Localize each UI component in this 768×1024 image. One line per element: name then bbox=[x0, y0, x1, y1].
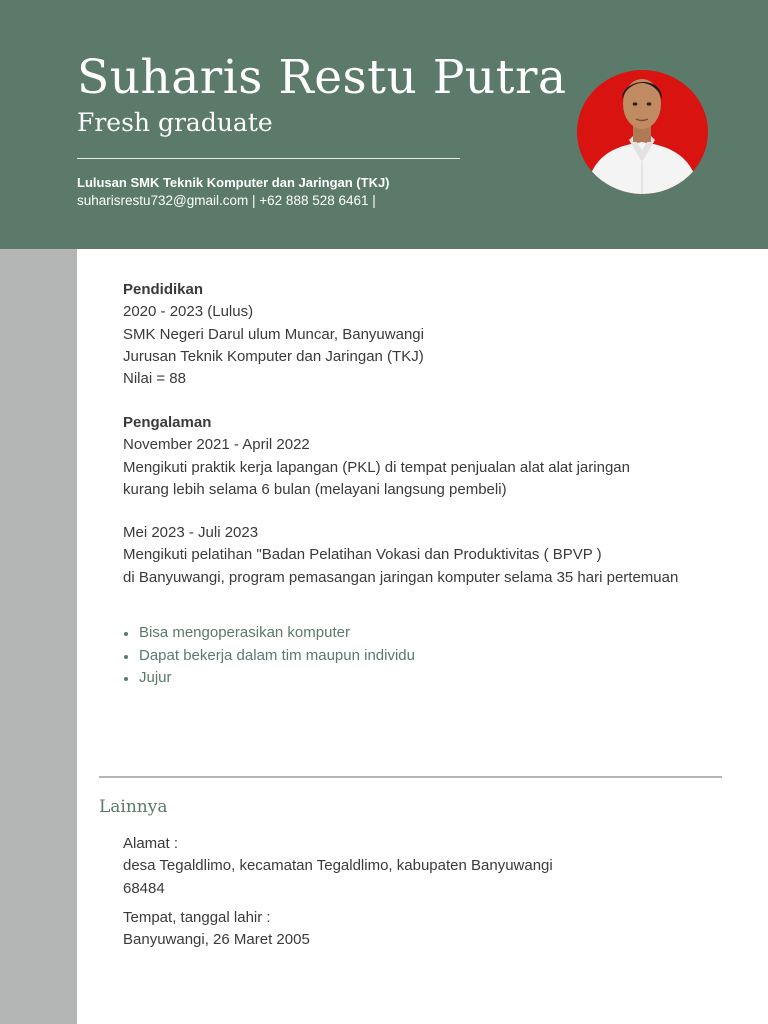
skill-item: Jujur bbox=[123, 667, 415, 690]
experience-description-line: Mengikuti pelatihan "Badan Pelatihan Vokasi dan Produktivitas ( BPVP ) bbox=[123, 546, 602, 564]
other-section-title: Lainnya bbox=[99, 797, 168, 817]
address-line: desa Tegaldlimo, kecamatan Tegaldlimo, kabupaten Banyuwangi bbox=[123, 857, 553, 875]
contact-info: suharisrestu732@gmail.com | +62 888 528 6461 | bbox=[77, 193, 376, 208]
skill-item: Dapat bekerja dalam tim maupun individu bbox=[123, 645, 415, 668]
candidate-role: Fresh graduate bbox=[77, 108, 273, 137]
education-major: Jurusan Teknik Komputer dan Jaringan (TKJ) bbox=[123, 347, 424, 365]
experience-description-line: kurang lebih selama 6 bulan (melayani langsung pembeli) bbox=[123, 480, 507, 498]
education-years: 2020 - 2023 (Lulus) bbox=[123, 303, 254, 321]
experience-title: Pengalaman bbox=[123, 414, 212, 431]
experience-section bbox=[123, 412, 630, 501]
experience-period: November 2021 - April 2022 bbox=[123, 436, 310, 454]
experience-description-line: Mengikuti praktik kerja lapangan (PKL) di tempat penjualan alat alat jaringan bbox=[123, 458, 630, 476]
education-section bbox=[123, 279, 424, 390]
address-label: Alamat : bbox=[123, 835, 179, 852]
education-title: Pendidikan bbox=[123, 281, 204, 298]
postal-code: 68484 bbox=[123, 879, 165, 897]
education-school: SMK Negeri Darul ulum Muncar, Banyuwangi bbox=[123, 325, 424, 343]
birth-value: Banyuwangi, 26 Maret 2005 bbox=[123, 931, 310, 949]
candidate-name: Suharis Restu Putra bbox=[77, 50, 567, 105]
profile-photo bbox=[577, 70, 708, 194]
skills-list bbox=[123, 622, 415, 690]
education-grade: Nilai = 88 bbox=[123, 370, 186, 388]
birth-block bbox=[123, 907, 310, 952]
candidate-headline: Lulusan SMK Teknik Komputer dan Jaringan (TKJ) bbox=[77, 175, 390, 190]
birth-label: Tempat, tanggal lahir : bbox=[123, 909, 271, 926]
left-sidebar-bar bbox=[0, 249, 77, 1024]
header-divider bbox=[77, 158, 460, 159]
address-block bbox=[123, 833, 553, 900]
section-divider bbox=[99, 776, 722, 778]
experience-period: Mei 2023 - Juli 2023 bbox=[123, 524, 259, 541]
experience-item bbox=[123, 522, 678, 589]
skill-item: Bisa mengoperasikan komputer bbox=[123, 622, 415, 645]
resume-header bbox=[0, 0, 768, 249]
experience-description-line: di Banyuwangi, program pemasangan jaringan komputer selama 35 hari pertemuan bbox=[123, 568, 679, 586]
